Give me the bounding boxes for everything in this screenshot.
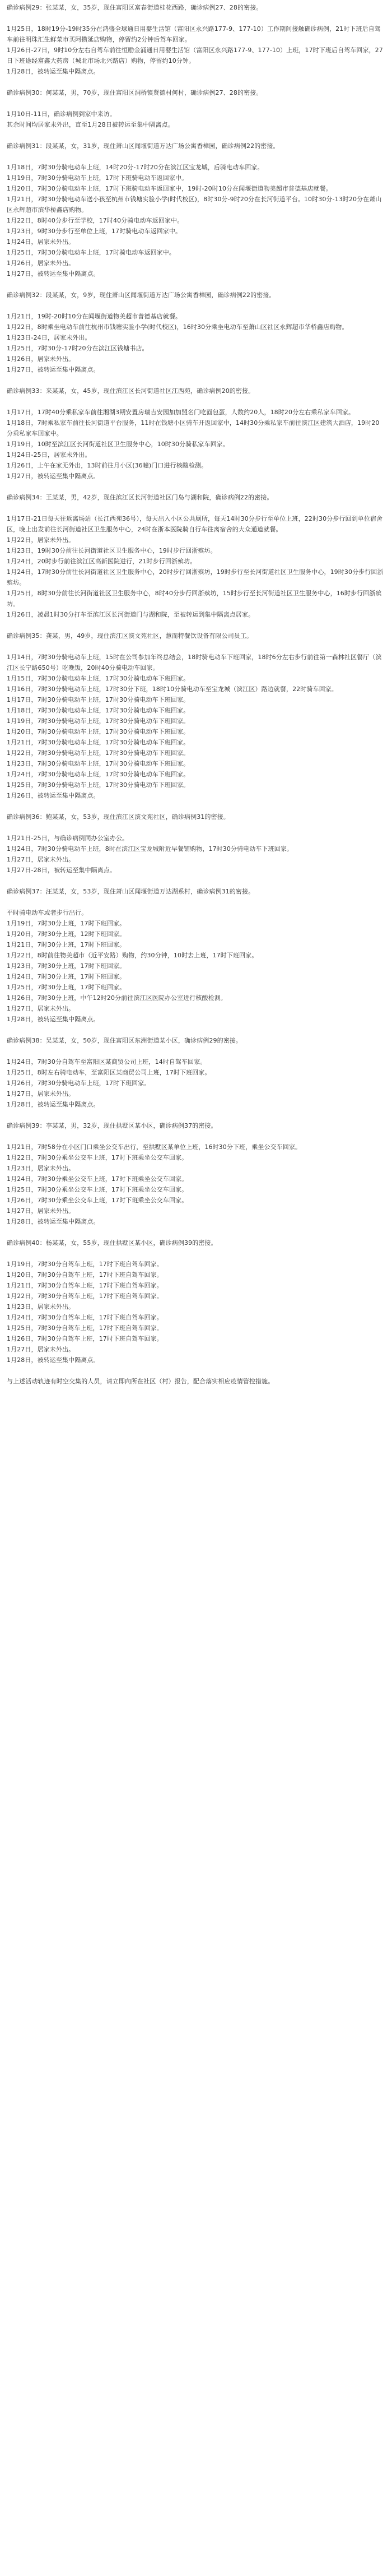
case-34-timeline: 1月17日-21日每天往返离场站（长江西苑36号），每天出入小区公共厕所，每天14时30分步行至单位上班，22时30分步行回到单位宿舍区，晚上出发前往长河街道社区卫生服务中心，24时在浙本医院骑自行车往离宿舍的大众通道就餐。 1月22日，居家未外出。 1月23日，19时30分前往长河街道社区卫生服务中心，19时步行回浙殡坊。 1月24日，20时步行前往滨江区高新医院进行，21时步行回浙殡坊。 1月24日，17时30分前往长河街道社区卫生服务中心，20时步行回浙殡坊，19时步行至长河街道社区卫生服务中心，19时30分步行回浙殡坊。 1月25日，8时30分前往长河街道社区卫生服务中心，8时40分步行回浙殡坊，15时步行至长河街道社区卫生服务中心，16时步行回浙殡坊。 1月26日，凌晨1时30分打车至滨江区长河街道门与湖和院，至被转运到集中隔离点居家。 <box>7 515 384 618</box>
case-30-header: 确诊病例30：何某某，男，70岁，现住富阳区洞桥镇贤德村何村，确诊病例27、28的密接。 <box>7 89 263 96</box>
case-32-timeline: 1月21日，19时-20时10分在闻堰街道物美超市普德基店就餐。 1月22日，8时乘坐电动车前往杭州市钱塘实验小学(时代校区)，16时30分乘坐电动车至萧山区社区永辉超市华桥鑫店购物。 1月23日-24日，居家未外出。 1月25日，7时30分-17时20分在滨江区钱塘书店。 1月26日，居家未外出。 1月27日，被转运至集中隔离点。 <box>7 313 348 373</box>
case-32-header: 确诊病例32：段某某，女，9岁，现住萧山区闻堰街道万达广场公寓香樟园，确诊病例22的密接。 <box>7 291 276 299</box>
case-36-timeline: 1月21日-25日，与确诊病例同办公室办公。 1月24日，7时30分骑电动车上班，8时在滨江区宝龙城附近早餐铺购物，17时30分骑电动车下班回家。 1月27日，居家未外出。 1月27日-28日，被转运至集中隔离点。 <box>7 835 293 874</box>
case-39-timeline: 1月21日，7时58分在小区门口乘坐公交车出行，至拱墅区某单位上班，16时30分下班，乘坐公交车回家。 1月22日，7时30分乘坐公交车上班，17时下班乘坐公交车回家。 1月23日，居家未外出。 1月24日，7时30分乘坐公交车上班，17时下班乘坐公交车回家。 1月25日，7时30分乘坐公交车上班，17时下班乘坐公交车回家。 1月26日，7时30分乘坐公交车上班，17时下班乘坐公交车回家。 1月27日，居家未外出。 1月28日，被转运至集中隔离点。 <box>7 1143 302 1225</box>
case-38-timeline: 1月24日，7时30分自驾车至富阳区某商贸公司上班，14时自驾车回家。 1月25日，8时左右骑电动车，至富阳区某商贸公司上班，17时下班回家。 1月26日，7时30分骑电动车上班，17时下班回家。 1月27日，居家未外出。 1月28日，被转运至集中隔离点。 <box>7 1058 211 1108</box>
case-36-header: 确诊病例36：鲍某某，女，53岁，现住滨江区滨文苑社区，确诊病例31的密接。 <box>7 813 230 821</box>
case-29-timeline: 1月25日，18时19分-19时35分在鸿盛全球通日用婴生活馆（富阳区永兴路177-9、177-10）工作期间接触确诊病例，21时下班后自驾车前往明珠汇生鲜菜市买阿攒延店购物，停留约2分钟后驾车回家。 1月26日-27日，9时10分左右自驾车前往恒励金涌通日用婴生活馆（富阳区永兴路177-9、177-10）上班，17时下班后自驾车回家，27日下班途经富鑫大药房（城北市场北兴路店）购物，停留约10分钟。 1月28日，被转运至集中隔离点。 <box>7 25 383 75</box>
case-30-timeline: 1月10日-11日，确诊病例到家中来访。 其余时间均居家未外出，直至1月28日被转运至集中隔离点。 <box>7 110 174 128</box>
case-40-timeline: 1月19日，7时30分自驾车上班，17时下班自驾车回家。 1月20日，7时30分自驾车上班，17时下班自驾车回家。 1月21日，7时30分自驾车上班，17时下班自驾车回家。 1月22日，7时30分自驾车上班，17时下班自驾车回家。 1月23日，居家未外出。 1月24日，7时30分自驾车上班，17时下班自驾车回家。 1月25日，7时30分自驾车上班，17时下班自驾车回家。 1月26日，7时30分自驾车上班，17时下班自驾车回家。 1月27日，居家未外出。 1月28日，被转运至集中隔离点。 <box>7 1261 163 1364</box>
case-33-header: 确诊病例33：来某某，女，45岁，现住滨江区长河街道社区江西苑，确诊病例20的密接。 <box>7 387 255 395</box>
case-34-header: 确诊病例34：王某某，男，42岁，现住滨江区长河街道社区门岛与湖和院，确诊病例22的密接。 <box>7 494 273 501</box>
case-31-timeline-continued: 1月22日，8时40分步行至学校，17时40分骑电动车返回家中。 1月23日，9时30分步行至单位上班，17时骑电动车返回家中。 1月24日，居家未外出。 1月25日，7时30分骑电动车上班，17时骑电动车返回家中。 1月26日，居家未外出。 1月27日，被转运至集中隔离点。 <box>7 217 184 277</box>
case-40-header: 确诊病例40：杨某某，女，55岁，现住拱墅区某小区，确诊病例39的密接。 <box>7 1239 217 1247</box>
closing-notice: 与上述活动轨迹有时空交集的人员，请立即向所在社区（村）报告，配合落实相应疫情管控措施。 <box>7 1378 274 1385</box>
case-37-header: 确诊病例37：汪某某，女，53岁，现住萧山区闻堰街道万达湖系村，确诊病例31的密接。 <box>7 888 255 895</box>
case-29-header: 确诊病例29：张某某，女，35岁，现住富阳区富春街道桂花西路，确诊病例27、28的密接。 <box>7 4 263 11</box>
case-37-timeline: 平时骑电动车或者步行出行。 1月19日，7时30分上班，17时下班回家。 1月20日，7时30分上班，12时下班回家。 1月21日，7时30分上班，17时下班回家。 1月22日，8时前往物美超市（近平安路）购物，约30分钟，10时去上班，17时下班回家。 1月23日，7时30分上班，17时下班回家。 1月24日，7时30分上班，17时下班回家。 1月25日，7时30分上班，17时下班回家。 1月26日，7时30分上班，中午12时20分前往滨江区医院办公室进行核酸检测。 1月27日，居家未外出。 1月28日，被转运至集中隔离点。 <box>7 909 258 1023</box>
case-31-header: 确诊病例31：段某某，女，31岁，现住萧山区闻堰街道万达广场公寓香樟园，确诊病例22的密接。 <box>7 142 279 150</box>
case-33-timeline: 1月17日，17时40分乘私家车前往湘湖3期安置房瑞吉安园加加盟名门吃面包蛋，人数约20人，18时20分左右乘私家车回家。 1月18日，7时乘私家车前往长河街道平台服务，11时在钱塘小区骑车开返回家中，14时30分乘私家车前往滨江区建筑大酒店，19时20分乘私家车回家中。 1月19日，10时至滨江区长河街道社区卫生服务中心，10时30分骑私家车回家。 1月24日-25日，居家未外出。 1月26日，上午在家无外出，13时前往月小区(36幢)门口进行核酸检测。 1月27日，被转运至集中隔离点。 <box>7 409 380 480</box>
case-38-header: 确诊病例38：吴某某，女，50岁，现住富阳区东洲街道某小区，确诊病例29的密接。 <box>7 1037 242 1044</box>
case-35-timeline: 1月14日，7时30分骑电动车上班，15时在公司参加年终总结会，18时骑电动车下班回家，18时6分左右步行前往第一森林社区餐厅（滨江区长宁路650号）吃晚饭，20时40分骑电动车回家。 1月15日，7时30分骑电动车上班，17时30分骑电动车下班回家。 1月16日，7时30分骑电动车上班，17时30分下班，18时10分骑电动车至宝龙城（滨江区）路边就餐，22时骑车回家。 1月17日，7时30分骑电动车上班，17时30分骑电动车下班回家。 1月18日，7时30分骑电动车上班，17时30分骑电动车下班回家。 1月19日，7时30分骑电动车上班，17时30分骑电动车下班回家。 1月20日，7时30分骑电动车上班，17时30分骑电动车下班回家。 1月21日，7时30分骑电动车上班，17时30分骑电动车下班回家。 1月22日，7时30分骑电动车上班，17时30分骑电动车下班回家。 1月23日，7时30分骑电动车上班，17时30分骑电动车下班回家。 1月24日，7时30分骑电动车上班，17时30分骑电动车下班回家。 1月25日，7时30分骑电动车上班，17时30分骑电动车下班回家。 1月26日，被转运至集中隔离点。 <box>7 654 382 799</box>
case-31-timeline: 1月18日，7时30分骑电动车上班，14时20分-17时20分在滨江区宝龙城，后骑电动车回家。 1月19日，7时30分骑电动车上班，17时下班骑电动车返回家中。 1月20日，7时30分骑电动车上班，17时下班骑电动车返回家中，19时-20时10分在闻堰街道物美超市普德基店就餐。 1月21日，7时30分骑电动车送小孩至杭州市钱塘实验小学(时代校区)，8时30分-9时20分在长河街道平台。10时30分-13时20分在萧山区永辉超市滨华桥鑫店购物。 <box>7 164 382 214</box>
case-39-header: 确诊病例39：李某某，男，32岁，现住拱墅区某小区，确诊病例37的密接。 <box>7 1122 217 1129</box>
case-35-header: 确诊病例35：龚某，男，49岁，现住滨江区滨文苑社区，慧而特餐饮设备有限公司员工。 <box>7 632 253 640</box>
